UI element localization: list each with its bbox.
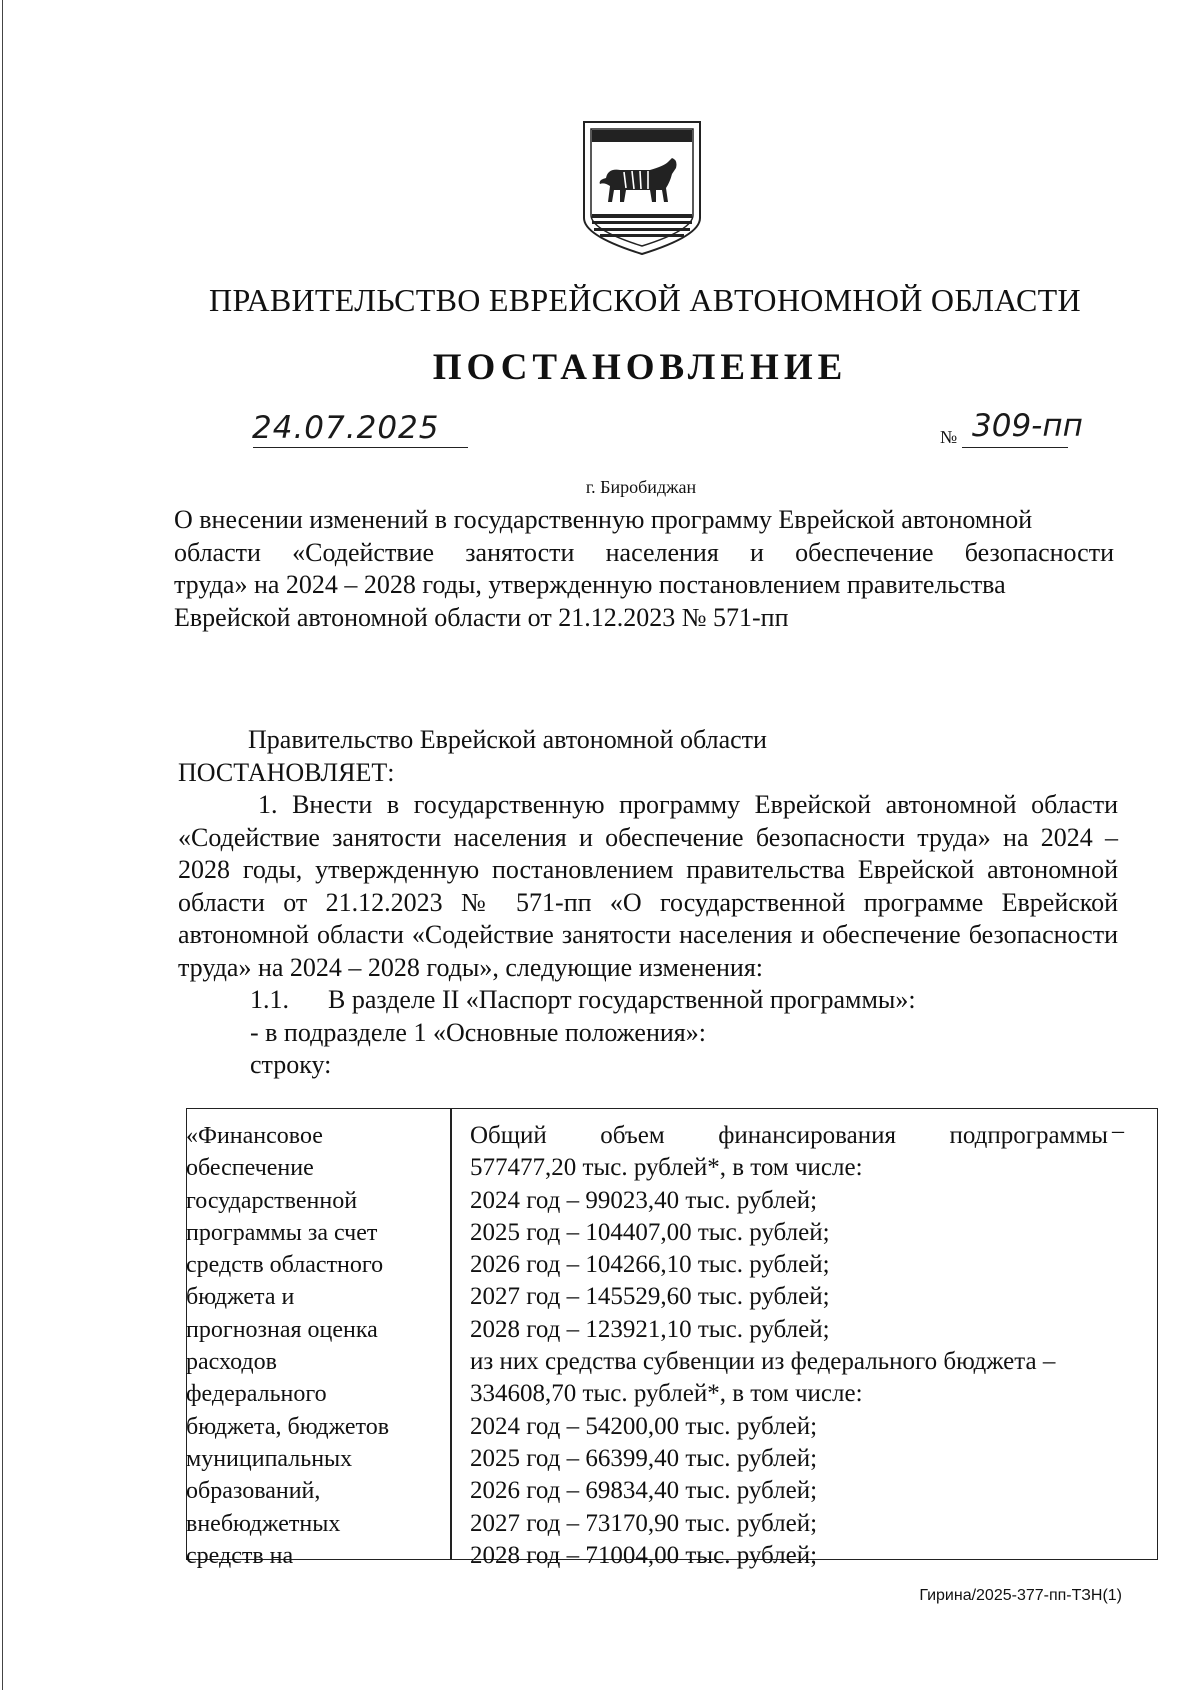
number-label: № [940,427,958,447]
right-cell-line: из них средства субвенции из федерального бюджета – [470,1348,1056,1376]
financing-table-right-cell [470,1120,1130,1572]
right-cell-line: 2024 год – 99023,40 тыс. рублей; [470,1186,818,1214]
subject-line: О внесении изменений в государственную программу Еврейской автономной [174,505,1033,534]
left-cell-line: образований, [186,1478,321,1505]
right-cell-line: 2028 год – 123921,10 тыс. рублей; [470,1315,830,1343]
left-cell-line: прогнозная оценка [186,1316,378,1343]
tiger-coat-of-arms-icon [580,118,704,258]
document-subject [174,504,1114,634]
subject-line: Еврейской автономной области от 21.12.2023 № 571-пп [174,602,789,632]
left-cell-line: программы за счет [186,1219,378,1246]
handwritten-date: 24.07.2025 [252,410,440,446]
city-name: г. Биробиджан [585,477,697,497]
left-cell-line: бюджета, бюджетов [186,1413,390,1440]
date-underline [253,447,468,448]
left-cell-line: средств на [186,1542,294,1569]
body-intro: Правительство Еврейской автономной области [248,725,767,754]
scan-edge-line [2,0,3,1690]
body-subpoint [178,984,1118,1017]
right-cell-line: 2024 год – 54200,00 тыс. рублей; [470,1412,818,1440]
body-row-word: строку: [250,1050,332,1079]
body-point-1: 1. Внести в государственную программу Еврейской автономной области «Содействие занятости населения и обеспечение безопасности труда» на 2024 – 2028 годы, утвержденную постановлением правительства Еврейской автономной области от 21.12.2023 № 571-пп «О государственной программе Еврейской автономной области «Содействие занятости населения и обеспечение безопасности труда» на 2024 – 2028 годы», следующие изменения: [178,790,1118,982]
first-line-word: объем [600,1122,665,1149]
left-cell-line: государственной [186,1187,358,1214]
left-cell-line: муниципальных [186,1445,353,1472]
left-cell-line: обеспечение [186,1155,314,1182]
subpoint-number: 1.1. [250,985,289,1014]
right-cell-line: 577477,20 тыс. рублей*, в том числе: [470,1154,863,1182]
document-type-title: ПОСТАНОВЛЕНИЕ [432,347,848,388]
right-cell-first-line [470,1120,1108,1152]
right-cell-line: 2025 год – 66399,40 тыс. рублей; [470,1444,818,1472]
right-cell-line: 334608,70 тыс. рублей*, в том числе: [470,1380,863,1408]
number-underline [962,447,1068,448]
subject-line: области «Содействие занятости населения и обеспечение безопасности [174,537,1114,567]
body-subsection: - в подразделе 1 «Основные положения»: [250,1017,706,1047]
left-cell-line: расходов [186,1349,277,1376]
left-cell-line: внебюджетных [186,1510,341,1537]
left-cell-line: бюджета и [186,1284,295,1311]
left-cell-line: средств областного [186,1252,384,1279]
table-column-divider [450,1108,452,1560]
right-cell-line: 2026 год – 69834,40 тыс. рублей; [470,1477,818,1505]
government-title: ПРАВИТЕЛЬСТВО ЕВРЕЙСКОЙ АВТОНОМНОЙ ОБЛАСТИ [209,282,1081,318]
handwritten-number: 309-пп [972,408,1083,444]
right-cell-line: 2028 год – 71004,00 тыс. рублей; [470,1541,818,1569]
first-line-word: финансирования [718,1122,896,1149]
body-resolves: ПОСТАНОВЛЯЕТ: [178,757,395,787]
left-cell-line: федерального [186,1381,327,1408]
subject-line: труда» на 2024 – 2028 годы, утвержденную постановлением правительства [174,570,1006,599]
first-line-word: Общий [470,1122,547,1149]
subpoint-text: В разделе II «Паспорт государственной программы»: [328,985,916,1014]
first-line-trailing-dash: – [1112,1118,1124,1144]
footer-reference: Гирина/2025-377-пп-ТЗН(1) [919,1587,1122,1604]
right-cell-line: 2027 год – 145529,60 тыс. рублей; [470,1283,830,1311]
document-body [178,724,1118,1082]
financing-table-left-cell [186,1120,450,1572]
right-cell-line: 2026 год – 104266,10 тыс. рублей; [470,1251,830,1279]
first-line-word: подпрограммы [949,1122,1108,1149]
right-cell-line: 2027 год – 73170,90 тыс. рублей; [470,1509,818,1537]
left-cell-line: «Финансовое [186,1123,323,1149]
right-cell-line: 2025 год – 104407,00 тыс. рублей; [470,1218,830,1246]
